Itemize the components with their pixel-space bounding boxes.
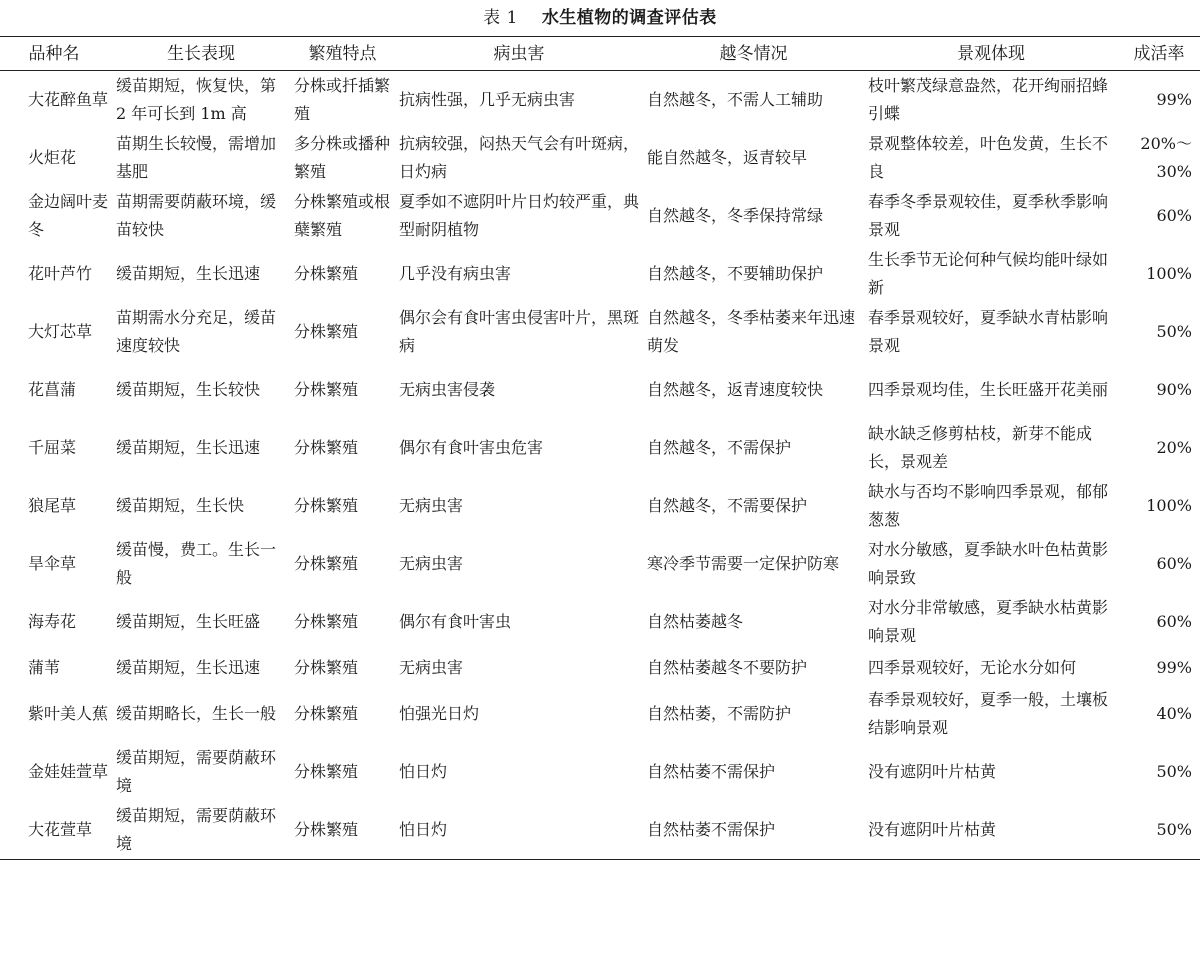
table-row xyxy=(0,477,1200,535)
cell-survival-rate: 40% xyxy=(1156,704,1192,723)
cell-propagation: 分株繁殖 xyxy=(294,612,359,631)
cell-overwintering: 自然枯萎越冬 xyxy=(647,612,744,631)
cell-propagation: 分株繁殖 xyxy=(294,380,359,399)
cell-pests: 偶尔有食叶害虫危害 xyxy=(399,438,544,457)
cell-growth: 缓苗期短，生长旺盛 xyxy=(116,612,261,631)
cell-pests: 几乎没有病虫害 xyxy=(399,264,512,283)
cell-landscape: 没有遮阴叶片枯黄 xyxy=(864,801,1118,860)
table-row xyxy=(0,361,1200,419)
cell-variety: 紫叶美人蕉 xyxy=(28,704,109,723)
table-header-row xyxy=(0,37,1200,71)
cell-survival-rate: 60% xyxy=(1156,612,1192,631)
cell-variety: 千屈菜 xyxy=(28,438,77,457)
cell-overwintering: 自然枯萎越冬不要防护 xyxy=(647,658,808,677)
cell-survival-rate: 100% xyxy=(1146,496,1192,515)
cell-survival-rate: 100% xyxy=(1146,264,1192,283)
cell-landscape: 春季景观较好，夏季缺水青枯影响景观 xyxy=(868,308,1109,355)
cell-growth: 缓苗期短，恢复快，第 2 年可长到 1m 高 xyxy=(116,76,277,123)
cell-propagation: 分株繁殖或根蘖繁殖 xyxy=(294,192,391,239)
cell-survival-rate: 99% xyxy=(1156,90,1192,109)
cell-landscape: 缺水缺乏修剪枯枝，新芽不能成长，景观差 xyxy=(868,424,1093,471)
cell-survival-rate: 20% xyxy=(1156,438,1192,457)
cell-overwintering: 自然枯萎，不需防护 xyxy=(647,704,792,723)
cell-overwintering: 自然越冬，不需人工辅助 xyxy=(647,90,824,109)
cell-growth: 苗期生长较慢，需增加基肥 xyxy=(116,134,277,181)
table-row xyxy=(0,651,1200,685)
cell-propagation: 多分株或播种繁殖 xyxy=(294,134,391,181)
table-row xyxy=(0,245,1200,303)
cell-landscape: 春季景观较好，夏季一般，土壤板结影响景观 xyxy=(868,690,1109,737)
table-row xyxy=(0,593,1200,651)
header-survival-rate: 成活率 xyxy=(1118,37,1200,71)
cell-pests: 偶尔会有食叶害虫侵害叶片，黑斑病 xyxy=(399,308,640,355)
cell-pests: 抗病较强，闷热天气会有叶斑病，日灼病 xyxy=(399,134,640,181)
cell-variety: 大灯芯草 xyxy=(28,322,93,341)
cell-variety: 蒲苇 xyxy=(28,658,61,677)
caption-number: 表 1 xyxy=(483,8,518,28)
cell-propagation: 分株繁殖 xyxy=(294,658,359,677)
cell-landscape: 生长季节无论何种气候均能叶绿如新 xyxy=(868,250,1109,297)
cell-pests: 怕日灼 xyxy=(399,762,448,781)
cell-growth: 苗期需要荫蔽环境，缓苗较快 xyxy=(116,192,277,239)
cell-variety: 金娃娃萱草 xyxy=(28,762,109,781)
cell-overwintering: 自然枯萎不需保护 xyxy=(647,762,776,781)
cell-propagation: 分株繁殖 xyxy=(294,496,359,515)
cell-propagation: 分株或扦插繁殖 xyxy=(294,76,391,123)
cell-propagation: 分株繁殖 xyxy=(294,704,359,723)
cell-survival-rate: 60% xyxy=(1156,206,1192,225)
cell-pests: 夏季如不遮阴叶片日灼较严重，典型耐阴植物 xyxy=(399,192,640,239)
cell-variety: 大花醉鱼草 xyxy=(28,90,109,109)
cell-landscape: 四季景观均佳，生长旺盛开花美丽 xyxy=(868,380,1109,399)
cell-landscape: 景观整体较差，叶色发黄，生长不良 xyxy=(868,134,1109,181)
cell-growth: 缓苗期短，生长较快 xyxy=(116,380,261,399)
cell-propagation: 分株繁殖 xyxy=(290,801,395,860)
cell-pests: 无病虫害 xyxy=(399,554,464,573)
cell-pests: 无病虫害侵袭 xyxy=(399,380,496,399)
header-pests: 病虫害 xyxy=(395,37,643,71)
cell-overwintering: 能自然越冬，返青较早 xyxy=(647,148,808,167)
cell-overwintering: 自然越冬，不需保护 xyxy=(647,438,792,457)
table-row xyxy=(0,419,1200,477)
cell-survival-rate: 50% xyxy=(1118,801,1200,860)
cell-survival-rate: 20%～30% xyxy=(1140,134,1192,181)
cell-landscape: 枝叶繁茂绿意盎然，花开绚丽招蜂引蝶 xyxy=(868,76,1109,123)
cell-survival-rate: 50% xyxy=(1156,322,1192,341)
cell-propagation: 分株繁殖 xyxy=(294,554,359,573)
cell-growth: 缓苗期短，需要荫蔽环境 xyxy=(116,748,277,795)
cell-growth: 缓苗期略长，生长一般 xyxy=(116,704,277,723)
cell-landscape: 对水分敏感，夏季缺水叶色枯黄影响景致 xyxy=(868,540,1109,587)
cell-variety: 旱伞草 xyxy=(28,554,77,573)
cell-growth: 缓苗慢，费工。生长一般 xyxy=(116,540,277,587)
plant-survey-table xyxy=(0,36,1200,860)
header-overwintering: 越冬情况 xyxy=(643,37,864,71)
cell-landscape: 缺水与否均不影响四季景观，郁郁葱葱 xyxy=(868,482,1109,529)
cell-variety: 金边阔叶麦冬 xyxy=(28,192,109,239)
cell-variety: 海寿花 xyxy=(28,612,77,631)
cell-overwintering: 寒冷季节需要一定保护防寒 xyxy=(647,554,840,573)
cell-growth: 缓苗期短，生长迅速 xyxy=(116,658,261,677)
header-growth: 生长表现 xyxy=(112,37,290,71)
table-row xyxy=(0,743,1200,801)
cell-growth: 缓苗期短，生长快 xyxy=(116,496,245,515)
table-row xyxy=(0,71,1200,130)
cell-pests: 怕强光日灼 xyxy=(399,704,480,723)
cell-overwintering: 自然越冬，冬季保持常绿 xyxy=(647,206,824,225)
table-row xyxy=(0,129,1200,187)
cell-overwintering: 自然越冬，不需要保护 xyxy=(647,496,808,515)
table-row xyxy=(0,801,1200,860)
table-row xyxy=(0,685,1200,743)
cell-landscape: 对水分非常敏感，夏季缺水枯黄影响景观 xyxy=(868,598,1109,645)
header-landscape: 景观体现 xyxy=(864,37,1118,71)
cell-survival-rate: 50% xyxy=(1156,762,1192,781)
cell-propagation: 分株繁殖 xyxy=(294,438,359,457)
table-row xyxy=(0,303,1200,361)
cell-landscape: 春季冬季景观较佳，夏季秋季影响景观 xyxy=(868,192,1109,239)
cell-pests: 无病虫害 xyxy=(399,658,464,677)
table-row xyxy=(0,535,1200,593)
cell-overwintering: 自然枯萎不需保护 xyxy=(643,801,864,860)
caption-title: 水生植物的调查评估表 xyxy=(541,8,717,28)
cell-overwintering: 自然越冬，返青速度较快 xyxy=(647,380,824,399)
cell-propagation: 分株繁殖 xyxy=(294,762,359,781)
header-propagation: 繁殖特点 xyxy=(290,37,395,71)
cell-landscape: 四季景观较好，无论水分如何 xyxy=(868,658,1077,677)
cell-overwintering: 自然越冬，冬季枯萎来年迅速萌发 xyxy=(647,308,856,355)
cell-pests: 抗病性强，几乎无病虫害 xyxy=(399,90,576,109)
cell-variety: 火炬花 xyxy=(28,148,77,167)
cell-pests: 怕日灼 xyxy=(395,801,643,860)
cell-growth: 缓苗期短，生长迅速 xyxy=(116,264,261,283)
cell-pests: 偶尔有食叶害虫 xyxy=(399,612,512,631)
cell-variety: 花菖蒲 xyxy=(28,380,77,399)
cell-pests: 无病虫害 xyxy=(399,496,464,515)
cell-propagation: 分株繁殖 xyxy=(294,264,359,283)
cell-survival-rate: 90% xyxy=(1156,380,1192,399)
cell-variety: 狼尾草 xyxy=(28,496,77,515)
cell-growth: 缓苗期短，生长迅速 xyxy=(116,438,261,457)
cell-growth: 苗期需水分充足，缓苗速度较快 xyxy=(116,308,277,355)
cell-landscape: 没有遮阴叶片枯黄 xyxy=(868,762,997,781)
table-row xyxy=(0,187,1200,245)
cell-variety: 花叶芦竹 xyxy=(28,264,93,283)
cell-survival-rate: 99% xyxy=(1156,658,1192,677)
cell-variety: 大花萱草 xyxy=(0,801,112,860)
cell-propagation: 分株繁殖 xyxy=(294,322,359,341)
cell-survival-rate: 60% xyxy=(1156,554,1192,573)
table-caption xyxy=(0,0,1200,36)
header-variety: 品种名 xyxy=(0,37,112,71)
cell-growth: 缓苗期短，需要荫蔽环境 xyxy=(112,801,290,860)
cell-overwintering: 自然越冬，不要辅助保护 xyxy=(647,264,824,283)
